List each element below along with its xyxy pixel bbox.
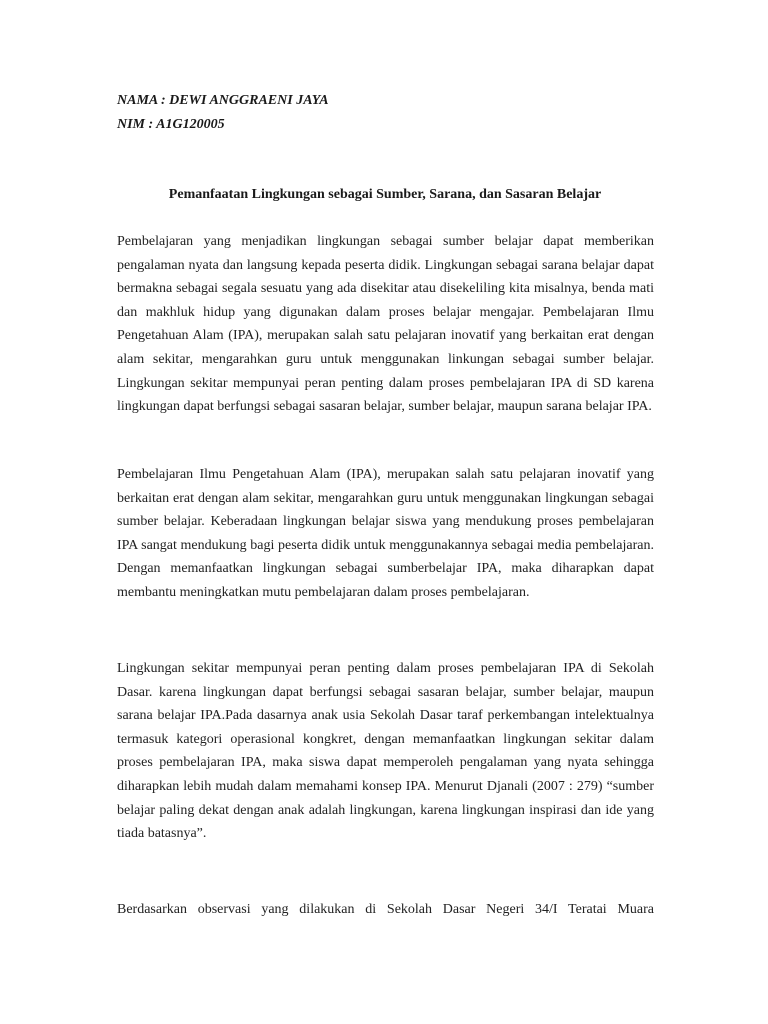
student-name: NAMA : DEWI ANGGRAENI JAYA [117, 93, 329, 108]
author-header [117, 89, 329, 137]
paragraph: Pembelajaran yang menjadikan lingkungan sebagai sumber belajar dapat memberikan pengalaman nyata dan langsung kepada peserta didik. Lingkungan sebagai sarana belajar dapat bermakna sebagai segala sesuatu yang ada disekitar atau disekeliling kita misalnya, benda mati dan makhluk hidup yang digunakan dalam proses belajar mengajar. Pembelajaran Ilmu Pengetahuan Alam (IPA), merupakan salah satu pelajaran inovatif yang berkaitan erat dengan alam sekitar, mengarahkan guru untuk menggunakan linkungan sebagai sumber belajar. Lingkungan sekitar mempunyai peran penting dalam proses pembelajaran IPA di SD karena lingkungan dapat berfungsi sebagai sasaran belajar, sumber belajar, maupun sarana belajar IPA. [117, 234, 654, 415]
document-title: Pemanfaatan Lingkungan sebagai Sumber, Sarana, dan Sasaran Belajar [168, 187, 602, 202]
paragraph: Lingkungan sekitar mempunyai peran penting dalam proses pembelajaran IPA di Sekolah Dasar. karena lingkungan dapat berfungsi sebagai sasaran belajar, sumber belajar, maupun sarana belajar IPA.Pada dasarnya anak usia Sekolah Dasar taraf perkembangan intelektualnya termasuk kategori operasional kongkret, dengan memanfaatkan lingkungan sekitar dalam proses pembelajaran IPA, maka siswa dapat memperoleh pengalaman yang nyata sehingga diharapkan lebih mudah dalam memahami konsep IPA. Menurut Djanali (2007 : 279) “sumber belajar paling dekat dengan anak adalah lingkungan, karena lingkungan inspirasi dan ide yang tiada batasnya”. [117, 661, 654, 842]
student-nim: NIM : A1G120005 [117, 117, 225, 132]
paragraph: Pembelajaran Ilmu Pengetahuan Alam (IPA), merupakan salah satu pelajaran inovatif yang berkaitan erat dengan alam sekitar, mengarahkan guru untuk menggunakan lingkungan sebagai sumber belajar. Keberadaan lingkungan belajar siswa yang mendukung proses pembelajaran IPA sangat mendukung bagi peserta didik untuk menggunakannya sebagai media pembelajaran. Dengan memanfaatkan lingkungan sebagai sumberbelajar IPA, maka diharapkan dapat membantu meningkatkan mutu pembelajaran dalam proses pembelajaran. [117, 467, 654, 600]
paragraph: Berdasarkan observasi yang dilakukan di Sekolah Dasar Negeri 34/I Teratai Muara [117, 902, 654, 917]
